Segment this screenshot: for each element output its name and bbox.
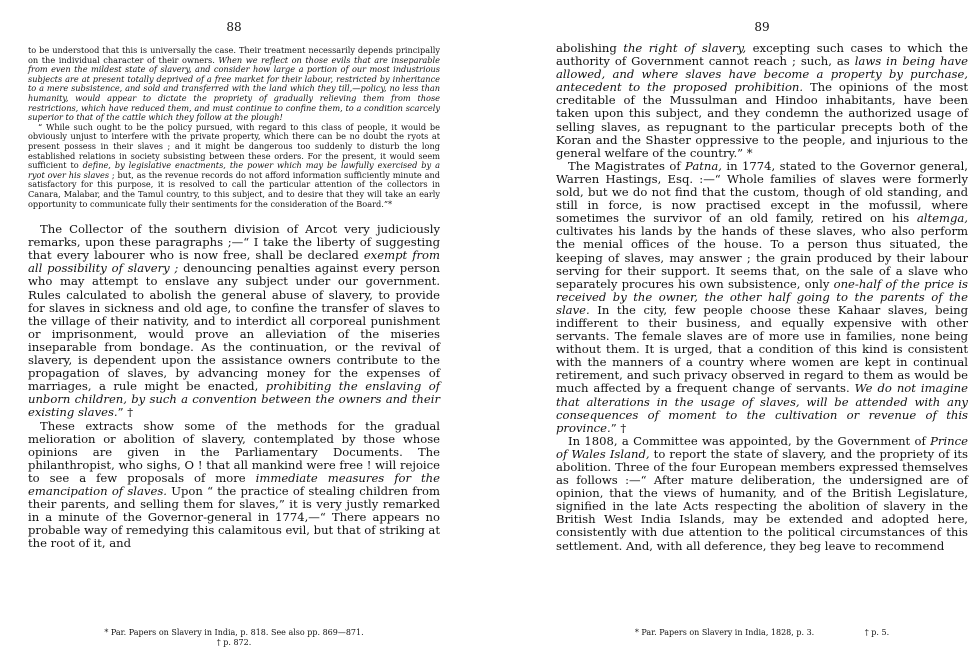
paragraph: The Collector of the southern division of Arcot very judiciously remarks, upon these paragraphs ;—“ I take the liberty of suggesting that every labourer who is now free, shall be declared exempt from all possibility of slavery ; denouncing penalties against every person who may attempt to enslave any subject under our government. Rules calculated to abolish the general abuse of slavery, to provide for slaves in sickness and old age, to confine the transfer of slaves to the village of their nativity, and to interdict all corporeal punishment or imprisonment, would prove an alleviation of the miseries inseparable from bondage. As the continuation, or the revival of slavery, is dependent upon the assistance owners contribute to the propagation of slaves, by advancing money for the expenses of marriages, a rule might be enacted, prohibiting the enslaving of unborn children, by such a convention between the owners and their existing slaves.” † xyxy=(28,222,440,420)
paragraph: The Magistrates of Patna, in 1774, stated to the Governor general, Warren Hastings, Esq. :—“ Whole families of slaves were formerly sold, but we do not find that the custom, though of old standing, and still in force, is now practised except in the mofussil, where sometimes the survivor of an old family, retired on his altemga, cultivates his lands by the hands of these slaves, who also perform the menial offices of the house. To a person thus situated, the keeping of slaves, may answer ; the grain produced by their labour serving for their support. It seems that, on the sale of a slave who separately procures his own subsistence, only one-half of the price is received by the owner, the other half going to the parents of the slave. In the city, few people choose these Kahaar slaves, being indifferent to their business, and equally expensive with other servants. The female slaves are of more use in families, none being without them. It is urged, that a condition of this kind is consistent with the manners of a country where women are kept in continual retirement, and such privacy observed in regard to them as would be much affected by a frequent change of servants. We do not imagine that alterations in the usage of slaves, will be attended with any consequences of moment to the cultivation or revenue of this province.” † xyxy=(556,158,968,435)
paragraph: abolishing the right of slavery, excepting such cases to which the authority of Government cannot reach ; such, as laws in being have allowed, and where slaves have become a property by purchase, antecedent to the proposed prohibition. The opinions of the most creditable of the Mussulman and Hindoo inhabitants, have been taken upon this subject, and they condemn the authorized usage of selling slaves, as repugnant to the particular precepts both of the Koran and the Shaster oppressive to the people, and injurious to the general welfare of the country.” * xyxy=(556,41,968,160)
footnotes xyxy=(28,628,440,648)
page-number: 88 xyxy=(226,20,242,34)
quoted-extract xyxy=(28,46,440,209)
footnotes xyxy=(556,628,968,638)
left-page xyxy=(28,0,440,660)
footnote: † p. 872. xyxy=(216,638,252,647)
page-number: 89 xyxy=(754,20,770,34)
footnote: * Par. Papers on Slavery in India, 1828, p. 3. xyxy=(634,628,815,637)
quote-paragraph: to be understood that this is universally the case. Their treatment necessarily depends principally on the individual character of their owners. When we reflect on those evils that are inseparable from even the mildest state of slavery, and consider how large a portion of our most industrious subjects are at present totally deprived of a free market for their labour, restricted by inheritance to a mere subsistence, and sold and transferred with the land which they till,—policy, no less than humanity, would appear to dictate the propriety of gradually relieving them from those restrictions, which have reduced them, and must continue to confine them, to a condition scarcely superior to that of the cattle which they follow at the plough! xyxy=(28,45,440,123)
footnote: * Par. Papers on Slavery in India, p. 818. See also pp. 869—871. xyxy=(104,628,364,637)
quote-paragraph: “ While such ought to be the policy pursued, with regard to this class of people, it would be obviously unjust to interfere with the private property, which there can be no doubt the ryots at present possess in their slaves ; and it might be dangerous too suddenly to disturb the long established relations in society subsisting between these orders. For the present, it would seem sufficient to define, by legislative enactments, the power which may be lawfully exercised by a ryot over his slaves ; but, as the revenue records do not afford information sufficiently minute and satisfactory for this purpose, it is resolved to call the particular attention of the collectors in Canara, Malabar, and the Tamul country, to this subject, and to desire that they will take an early opportunity to communicate fully their sentiments for the consideration of the Board.”* xyxy=(28,121,440,209)
paragraph: In 1808, a Committee was appointed, by the Government of Prince of Wales Island, to report the state of slavery, and the propriety of its abolition. Three of the four European members expressed themselves as follows :—“ After mature deliberation, the undersigned are of opinion, that the views of humanity, and of the British Legislature, signified in the late Acts respecting the abolition of slavery in the British West India Islands, may be extended and adopted here, consistently with due attention to the political circumstances of this settlement. And, with all deference, they beg leave to recommend xyxy=(556,433,968,553)
body-text xyxy=(556,42,968,553)
right-page xyxy=(556,0,968,660)
body-text xyxy=(28,223,440,550)
footnote: † p. 5. xyxy=(864,628,890,637)
paragraph: These extracts show some of the methods for the gradual melioration or abolition of slavery, contemplated by those whose opinions are given in the Parliamentary Documents. The philanthropist, who sighs, O ! that all mankind were free ! will rejoice to see a few proposals of more immediate measures for the emancipation of slaves. Upon “ the practice of stealing children from their parents, and selling them for slaves,” it is very justly remarked in a minute of the Governor-general in 1774,—“ There appears no probable way of remedying this calamitous evil, but that of striking at the root of it, and xyxy=(28,418,441,551)
